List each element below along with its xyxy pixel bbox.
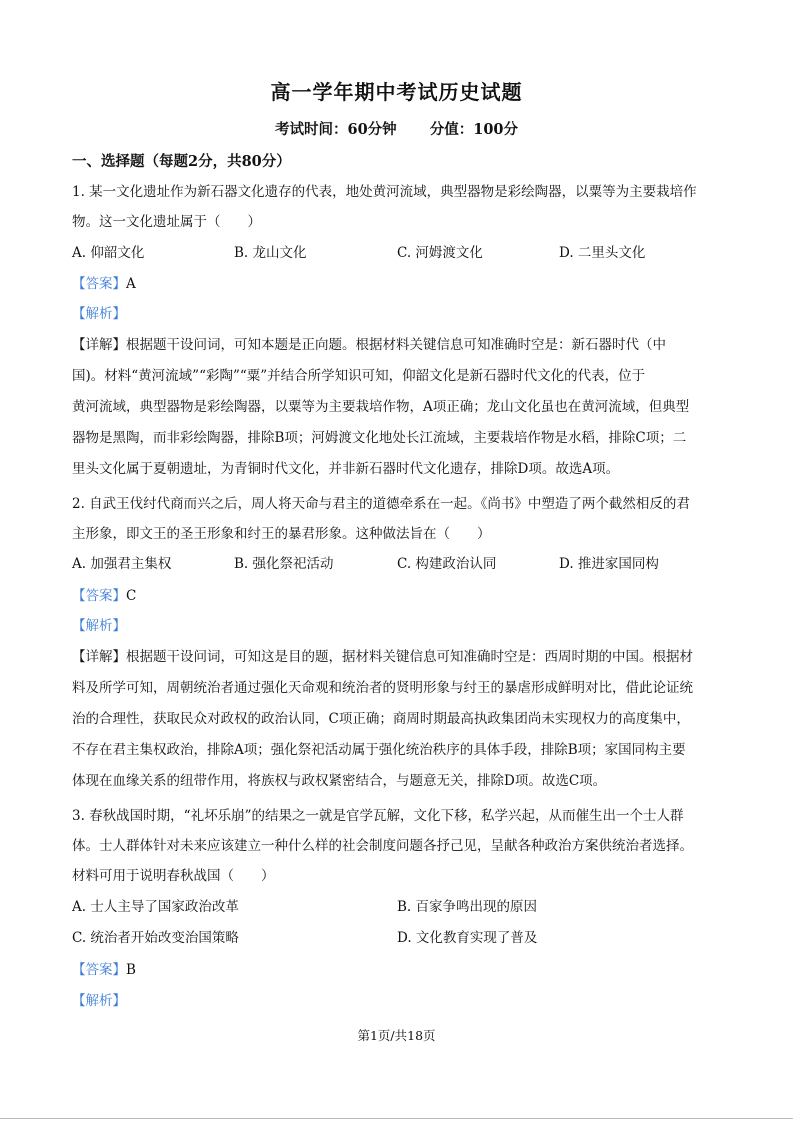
option-c: C. 河姆渡文化 [397,245,483,261]
detail-tag: 【详解】 [72,337,126,353]
detail-text: 黄河流域，典型器物是彩绘陶器，以粟等为主要栽培作物，A项正确；龙山文化虽也在黄河流域，但典型 [72,399,690,415]
option-d: D. 推进家国同构 [559,556,659,572]
answer-tag: 【答案】 [72,276,126,292]
detail-text: 体现在血缘关系的纽带作用，将族权与政权紧密结合，与题意无关，排除D项。故选C项。 [72,773,607,789]
question-stem: 1. 某一文化遗址作为新石器文化遗存的代表，地处黄河流域，典型器物是彩绘陶器，以粟等为主要栽培作 [72,184,697,200]
option-a: A. 加强君主集权 [72,556,172,572]
detail-text: 里头文化属于夏朝遗址，为青铜时代文化，并非新石器时代文化遗存，排除D项。故选A项。 [72,461,620,477]
detail-line [72,335,666,355]
question-stem: 主形象，即文王的圣王形象和纣王的暴君形象。这种做法旨在（ ） [72,526,491,542]
detail-text: 料及所学可知，周朝统治者通过强化天命观和统治者的贤明形象与纣王的暴虐形成鲜明对比，借此论证统 [72,680,693,696]
detail-text: 根据题干设问词，可知本题是正向题。根据材料关键信息可知准确时空是：新石器时代（中 [126,337,666,353]
detail-text: 治的合理性，获取民众对政权的政治认同，C项正确；商周时期最高执政集团尚未实现权力的高度集中， [72,711,690,727]
option-c: C. 构建政治认同 [397,556,497,572]
option-b: B. 龙山文化 [234,245,307,261]
answer-tag: 【答案】 [72,962,126,978]
detail-tag: 【详解】 [72,649,126,665]
question-stem: 2. 自武王伐纣代商而兴之后，周人将天命与君主的道德牵系在一起。《尚书》中塑造了两个截然相反的君 [72,496,690,512]
question-stem: 物。这一文化遗址属于（ ） [72,214,261,230]
option-a: A. 仰韶文化 [72,245,145,261]
analysis-tag: 【解析】 [72,993,126,1009]
section-heading: 一、选择题（每题2分，共80分） [72,153,291,170]
question-stem: 3. 春秋战国时期，“礼坏乐崩”的结果之一就是官学瓦解，文化下移，私学兴起，从而催生出一个士人群 [72,808,684,824]
question-stem: 体。士人群体针对未来应该建立一种什么样的社会制度问题各抒己见，呈献各种政治方案供统治者选择。 [72,838,693,854]
answer-value: A [126,276,136,292]
option-b: B. 强化祭祀活动 [234,556,334,572]
answer-line [72,274,136,294]
bottom-divider [0,1118,793,1119]
option-b: B. 百家争鸣出现的原因 [397,899,538,915]
analysis-tag: 【解析】 [72,306,126,322]
answer-line [72,960,136,980]
answer-tag: 【答案】 [72,588,126,604]
detail-line [72,647,693,667]
detail-text: 根据题干设问词，可知这是目的题，据材料关键信息可知准确时空是：西周时期的中国。根据材 [126,649,693,665]
option-d: D. 文化教育实现了普及 [397,930,538,946]
answer-value: C [126,588,137,604]
detail-text: 器物是黑陶，而非彩绘陶器，排除B项；河姆渡文化地处长江流域，主要栽培作物是水稻，排除C项；二 [72,430,687,446]
analysis-tag: 【解析】 [72,618,126,634]
answer-value: B [126,962,136,978]
detail-text: 不存在君主集权政治，排除A项；强化祭祀活动属于强化统治秩序的具体手段，排除B项；家国同构主要 [72,742,686,758]
answer-line [72,586,136,606]
exam-score: 分值：100分 [429,121,519,138]
detail-text: 国)。材料“黄河流域”“彩陶”“粟”并结合所学知识可知，仰韶文化是新石器时代文化的代表，位于 [72,368,646,384]
option-c: C. 统治者开始改变治国策略 [72,930,239,946]
option-d: D. 二里头文化 [559,245,646,261]
option-a: A. 士人主导了国家政治改革 [72,899,239,915]
exam-info [0,118,793,139]
page-footer: 第1页/共18页 [357,1028,436,1043]
question-stem: 材料可用于说明春秋战国（ ） [72,868,275,884]
exam-time: 考试时间：60分钟 [274,121,397,138]
page-title: 高一学年期中考试历史试题 [270,80,523,104]
